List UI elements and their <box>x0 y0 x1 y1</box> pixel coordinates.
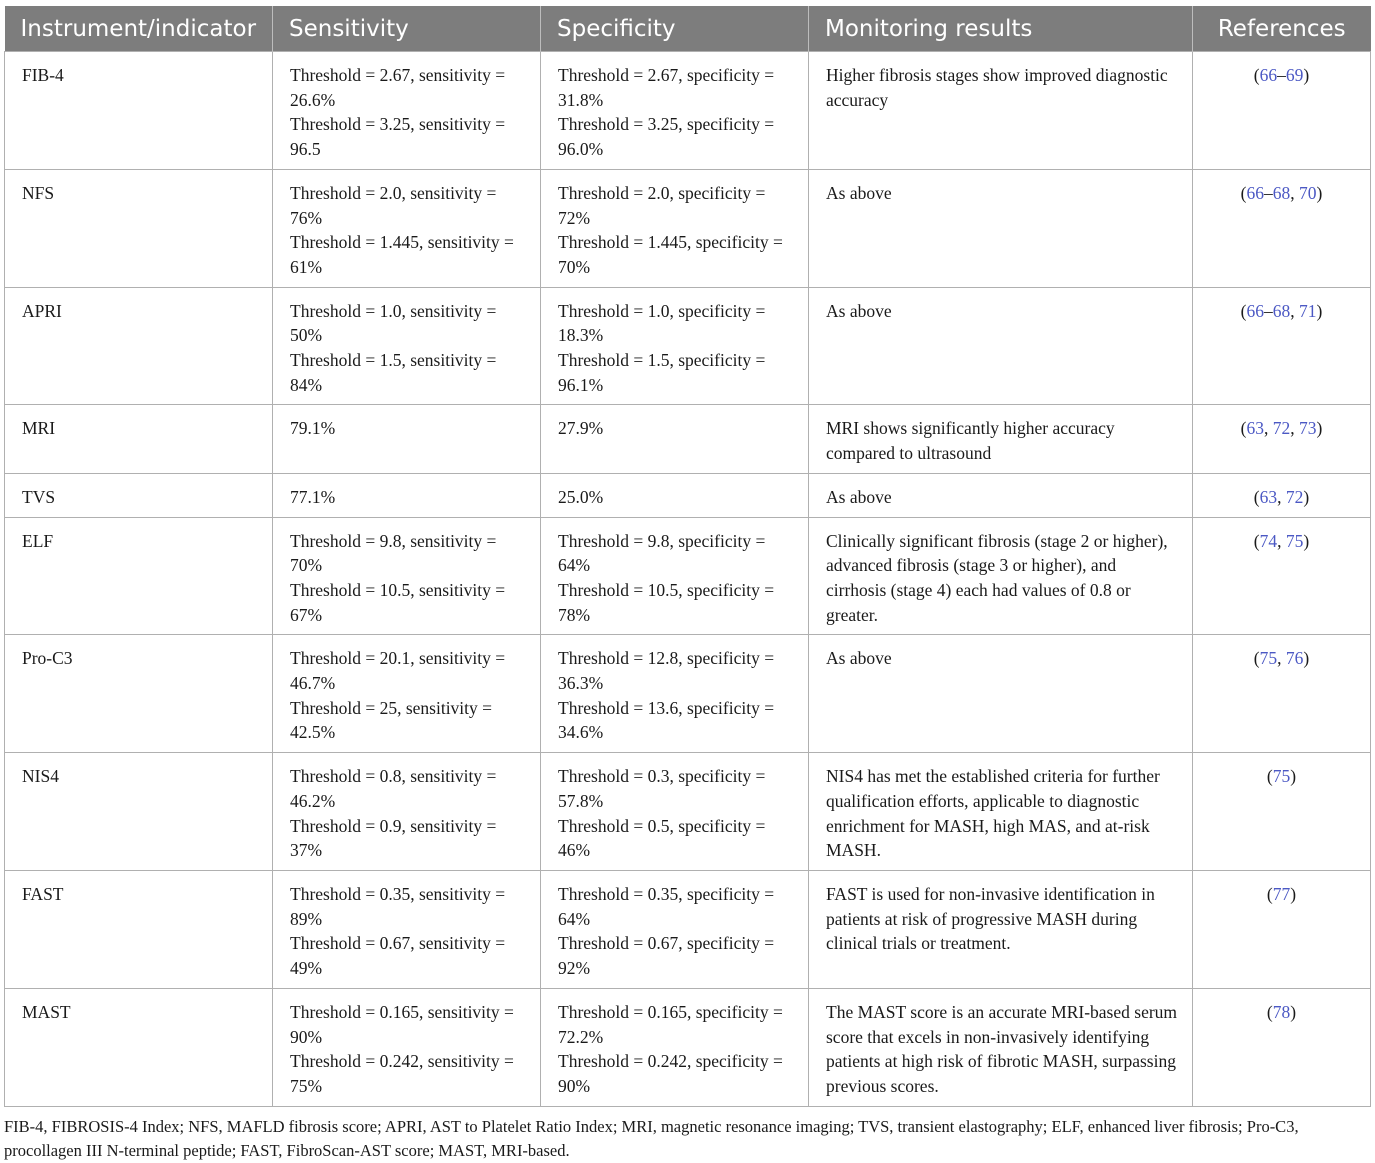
reference-punctuation: ) <box>1316 300 1323 321</box>
specificity-value: Threshold = 12.8, specificity = 36.3% <box>558 648 775 694</box>
reference-link[interactable]: 75 <box>1285 530 1304 551</box>
monitoring-cell <box>809 517 1193 635</box>
sensitivity-cell <box>273 635 541 753</box>
table-row <box>5 287 1371 405</box>
reference-link[interactable]: 63 <box>1259 486 1278 507</box>
sensitivity-value: Threshold = 1.5, sensitivity = 84% <box>290 350 497 395</box>
instrument-cell <box>5 988 273 1106</box>
instrument-cell <box>5 287 273 405</box>
references-cell <box>1193 517 1371 635</box>
sensitivity-value: Threshold = 1.0, sensitivity = 50% <box>290 300 497 346</box>
sensitivity-value: Threshold = 1.445, sensitivity = 61% <box>290 232 514 277</box>
monitoring-text: FAST is used for non-invasive identification in patients at risk of progressive MASH during clinical trials or treatment. <box>826 883 1155 954</box>
instrument-cell <box>5 473 273 517</box>
specificity-value: Threshold = 0.3, specificity = 57.8% <box>558 766 766 811</box>
specificity-value: Threshold = 0.242, specificity = 90% <box>558 1051 783 1096</box>
specificity-value: Threshold = 9.8, specificity = 64% <box>558 530 766 576</box>
reference-punctuation: ) <box>1290 883 1297 904</box>
specificity-value: 27.9% <box>558 418 604 439</box>
reference-link[interactable]: 71 <box>1299 300 1317 321</box>
table-row <box>5 52 1371 170</box>
reference-link[interactable]: 69 <box>1285 65 1304 85</box>
specificity-value: Threshold = 0.5, specificity = 46% <box>558 815 766 861</box>
reference-punctuation: ( <box>1253 530 1260 551</box>
table-footnote: FIB-4, FIBROSIS-4 Index; NFS, MAFLD fibrosis score; APRI, AST to Platelet Ratio Index; MRI, magnetic resonance imaging; TVS, transient elastography; ELF, enhanced liver fibrosis; Pro-C3, procollagen III N-terminal peptide; FAST, FibroScan-AST score; MAST, MRI-based. <box>4 1116 1299 1160</box>
monitoring-text: As above <box>826 182 892 203</box>
reference-punctuation: ) <box>1303 486 1310 507</box>
data-table <box>4 6 1371 1107</box>
reference-link[interactable]: 75 <box>1259 648 1278 669</box>
references-cell <box>1193 169 1371 287</box>
specificity-value: Threshold = 2.0, specificity = 72% <box>558 182 766 228</box>
reference-punctuation: – <box>1277 65 1286 85</box>
monitoring-cell <box>809 753 1193 871</box>
reference-punctuation: ( <box>1266 766 1273 787</box>
instrument-name: Pro-C3 <box>22 648 73 669</box>
reference-punctuation: , <box>1290 300 1299 321</box>
instrument-name: NIS4 <box>22 766 59 787</box>
monitoring-text: NIS4 has met the established criteria for further qualification efforts, applicable to diagnostic enrichment for MASH, high MAS, and at-risk MASH. <box>826 766 1160 861</box>
reference-punctuation: ( <box>1240 418 1247 439</box>
sensitivity-value: 77.1% <box>290 486 336 507</box>
reference-punctuation: ) <box>1316 418 1323 439</box>
specificity-value: Threshold = 0.165, specificity = 72.2% <box>558 1001 783 1047</box>
instrument-name: MRI <box>22 418 56 439</box>
reference-punctuation: ) <box>1290 1001 1297 1022</box>
specificity-value: 25.0% <box>558 486 604 507</box>
reference-punctuation: ( <box>1266 883 1273 904</box>
monitoring-text: The MAST score is an accurate MRI-based serum score that excels in non-invasively identifying patients at high risk of fibrotic MASH, surpassing previous scores. <box>826 1001 1178 1096</box>
table-container <box>4 6 1370 1163</box>
reference-link[interactable]: 68 <box>1272 300 1291 321</box>
sensitivity-value: Threshold = 10.5, sensitivity = 67% <box>290 579 506 625</box>
monitoring-cell <box>809 988 1193 1106</box>
reference-link[interactable]: 76 <box>1285 648 1304 669</box>
specificity-cell <box>541 287 809 405</box>
specificity-cell <box>541 753 809 871</box>
reference-punctuation: ( <box>1266 1001 1273 1022</box>
specificity-value: Threshold = 13.6, specificity = 34.6% <box>558 697 775 743</box>
sensitivity-cell <box>273 517 541 635</box>
specificity-value: Threshold = 3.25, specificity = 96.0% <box>558 114 775 160</box>
instrument-cell <box>5 169 273 287</box>
sensitivity-value: Threshold = 3.25, sensitivity = 96.5 <box>290 114 506 160</box>
table-row <box>5 635 1371 753</box>
instrument-name: FAST <box>22 883 64 904</box>
specificity-cell <box>541 870 809 988</box>
header-monitoring-results: Monitoring results <box>809 6 1193 52</box>
table-row <box>5 517 1371 635</box>
sensitivity-value: Threshold = 2.67, sensitivity = 26.6% <box>290 65 506 110</box>
references-cell <box>1193 988 1371 1106</box>
monitoring-cell <box>809 635 1193 753</box>
specificity-cell <box>541 635 809 753</box>
reference-punctuation: ) <box>1290 766 1297 787</box>
reference-link[interactable]: 66 <box>1246 182 1264 203</box>
monitoring-text: Higher fibrosis stages show improved diagnostic accuracy <box>826 65 1168 110</box>
specificity-value: Threshold = 0.35, specificity = 64% <box>558 883 775 929</box>
specificity-value: Threshold = 1.5, specificity = 96.1% <box>558 350 766 395</box>
reference-link[interactable]: 77 <box>1272 883 1291 904</box>
monitoring-cell <box>809 169 1193 287</box>
instrument-name: ELF <box>22 530 54 551</box>
sensitivity-value: Threshold = 20.1, sensitivity = 46.7% <box>290 648 506 694</box>
references-cell <box>1193 473 1371 517</box>
instrument-name: FIB-4 <box>22 65 64 85</box>
sensitivity-value: 79.1% <box>290 418 336 439</box>
header-instrument: Instrument/indicator <box>5 6 273 52</box>
reference-punctuation: ( <box>1240 300 1247 321</box>
references-cell <box>1193 635 1371 753</box>
monitoring-cell <box>809 287 1193 405</box>
monitoring-cell <box>809 870 1193 988</box>
monitoring-text: As above <box>826 486 892 507</box>
instrument-name: MAST <box>22 1001 71 1022</box>
table-body <box>5 52 1371 1107</box>
monitoring-text: As above <box>826 300 892 321</box>
specificity-cell <box>541 405 809 473</box>
monitoring-text: Clinically significant fibrosis (stage 2 or higher), advanced fibrosis (stage 3 or higher), and cirrhosis (stage 4) each had values of 0.8 or greater. <box>826 530 1168 625</box>
reference-punctuation: , <box>1264 418 1273 439</box>
instrument-name: NFS <box>22 182 55 203</box>
sensitivity-value: Threshold = 9.8, sensitivity = 70% <box>290 530 497 576</box>
reference-punctuation: ) <box>1303 648 1310 669</box>
monitoring-cell <box>809 473 1193 517</box>
reference-link[interactable]: 66 <box>1246 300 1264 321</box>
sensitivity-value: Threshold = 0.67, sensitivity = 49% <box>290 933 506 979</box>
reference-punctuation: ) <box>1316 182 1323 203</box>
instrument-name: TVS <box>22 486 56 507</box>
monitoring-cell <box>809 52 1193 170</box>
specificity-cell <box>541 473 809 517</box>
sensitivity-value: Threshold = 0.9, sensitivity = 37% <box>290 815 497 861</box>
reference-punctuation: , <box>1277 530 1286 551</box>
reference-link[interactable]: 74 <box>1259 530 1278 551</box>
sensitivity-cell <box>273 169 541 287</box>
specificity-cell <box>541 169 809 287</box>
reference-punctuation: , <box>1290 418 1299 439</box>
instrument-cell <box>5 753 273 871</box>
table-row <box>5 169 1371 287</box>
reference-punctuation: ) <box>1303 65 1310 85</box>
reference-link[interactable]: 63 <box>1246 418 1264 439</box>
sensitivity-cell <box>273 473 541 517</box>
table-row <box>5 753 1371 871</box>
reference-link[interactable]: 66 <box>1259 65 1278 85</box>
instrument-cell <box>5 52 273 170</box>
sensitivity-value: Threshold = 25, sensitivity = 42.5% <box>290 697 493 743</box>
sensitivity-cell <box>273 405 541 473</box>
reference-punctuation: , <box>1277 486 1286 507</box>
reference-punctuation: , <box>1277 648 1286 669</box>
specificity-value: Threshold = 2.67, specificity = 31.8% <box>558 65 775 110</box>
monitoring-text: As above <box>826 648 892 669</box>
table-row <box>5 988 1371 1106</box>
references-cell <box>1193 287 1371 405</box>
sensitivity-value: Threshold = 0.8, sensitivity = 46.2% <box>290 766 497 811</box>
header-references: References <box>1193 6 1371 52</box>
reference-link[interactable]: 73 <box>1299 418 1317 439</box>
instrument-cell <box>5 635 273 753</box>
reference-punctuation: ) <box>1303 530 1310 551</box>
specificity-value: Threshold = 0.67, specificity = 92% <box>558 933 775 979</box>
references-cell <box>1193 405 1371 473</box>
sensitivity-value: Threshold = 0.165, sensitivity = 90% <box>290 1001 514 1047</box>
reference-link[interactable]: 72 <box>1272 418 1291 439</box>
reference-punctuation: ( <box>1253 486 1260 507</box>
sensitivity-value: Threshold = 0.35, sensitivity = 89% <box>290 883 506 929</box>
reference-punctuation: ( <box>1253 648 1260 669</box>
reference-punctuation: , <box>1290 182 1299 203</box>
reference-link[interactable]: 78 <box>1272 1001 1291 1022</box>
references-cell <box>1193 52 1371 170</box>
reference-link[interactable]: 70 <box>1299 182 1317 203</box>
specificity-cell <box>541 517 809 635</box>
instrument-name: APRI <box>22 300 62 321</box>
reference-punctuation: – <box>1264 182 1273 203</box>
sensitivity-cell <box>273 753 541 871</box>
references-cell <box>1193 870 1371 988</box>
sensitivity-cell <box>273 988 541 1106</box>
table-row <box>5 870 1371 988</box>
monitoring-text: MRI shows significantly higher accuracy compared to ultrasound <box>826 418 1115 464</box>
table-row <box>5 405 1371 473</box>
reference-punctuation: ( <box>1240 182 1247 203</box>
instrument-cell <box>5 405 273 473</box>
reference-link[interactable]: 68 <box>1272 182 1291 203</box>
specificity-cell <box>541 52 809 170</box>
instrument-cell <box>5 870 273 988</box>
specificity-value: Threshold = 1.445, specificity = 70% <box>558 232 783 277</box>
reference-link[interactable]: 75 <box>1272 766 1291 787</box>
reference-punctuation: – <box>1264 300 1273 321</box>
sensitivity-cell <box>273 870 541 988</box>
header-specificity: Specificity <box>541 6 809 52</box>
reference-punctuation: ( <box>1253 65 1260 85</box>
sensitivity-value: Threshold = 2.0, sensitivity = 76% <box>290 182 497 228</box>
reference-link[interactable]: 72 <box>1285 486 1304 507</box>
sensitivity-value: Threshold = 0.242, sensitivity = 75% <box>290 1051 514 1096</box>
sensitivity-cell <box>273 287 541 405</box>
references-cell <box>1193 753 1371 871</box>
monitoring-cell <box>809 405 1193 473</box>
specificity-cell <box>541 988 809 1106</box>
specificity-value: Threshold = 10.5, specificity = 78% <box>558 579 775 625</box>
header-row <box>5 6 1371 52</box>
table-row <box>5 473 1371 517</box>
instrument-cell <box>5 517 273 635</box>
specificity-value: Threshold = 1.0, specificity = 18.3% <box>558 300 766 346</box>
sensitivity-cell <box>273 52 541 170</box>
header-sensitivity: Sensitivity <box>273 6 541 52</box>
